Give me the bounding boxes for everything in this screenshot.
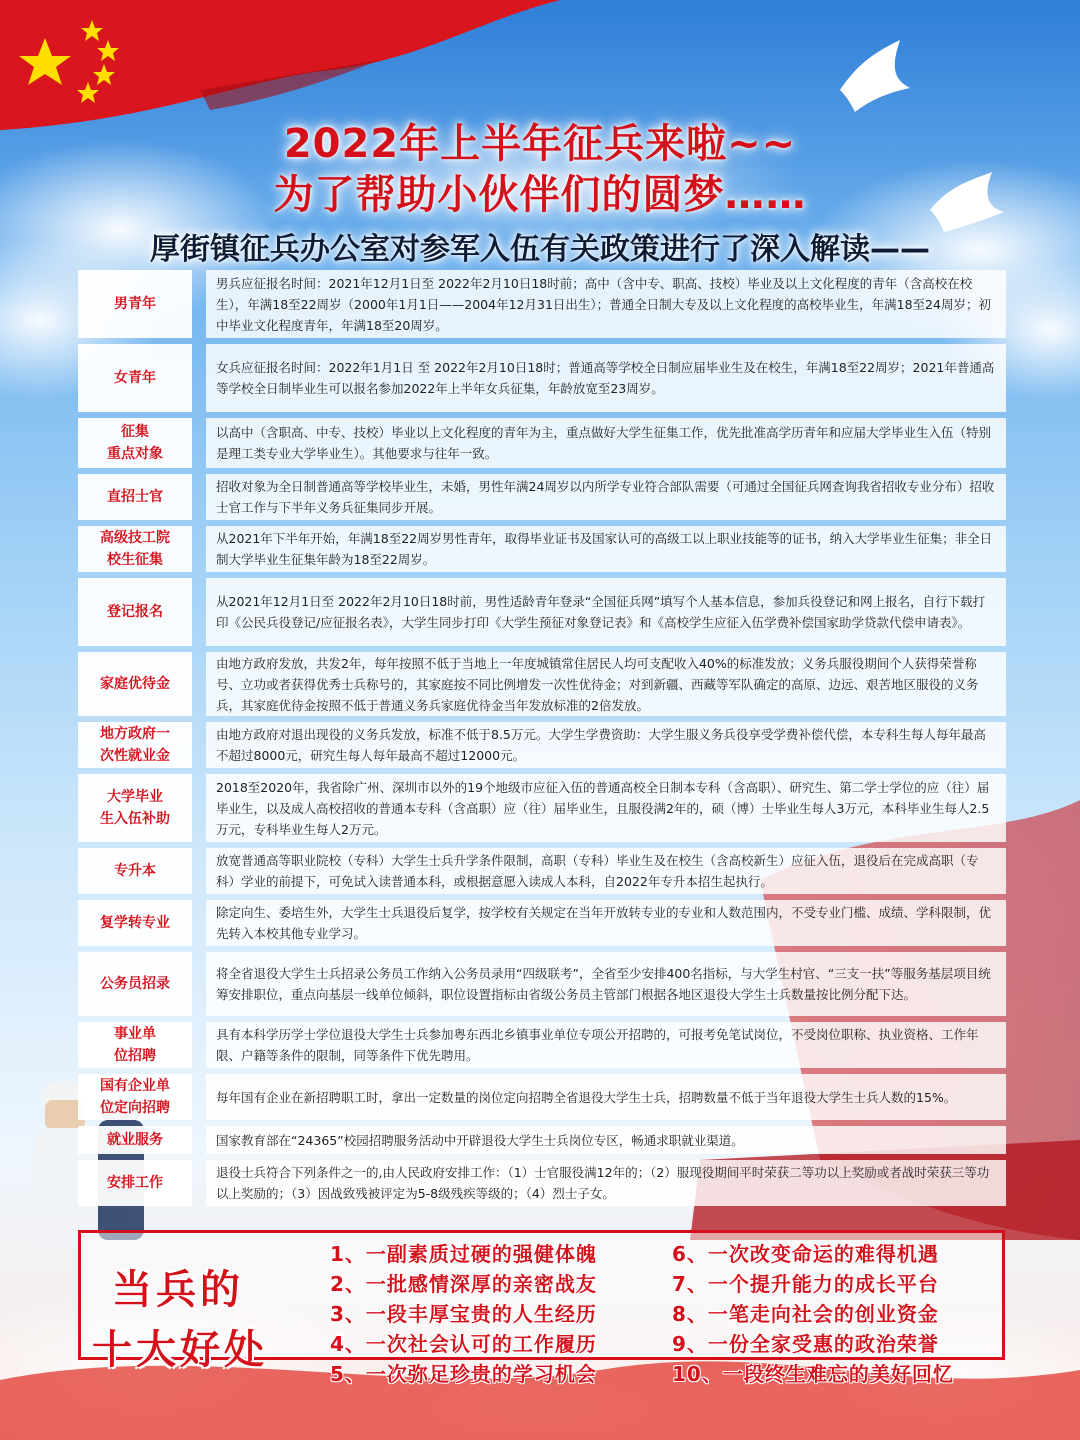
policy-text: 由地方政府对退出现役的义务兵发放，标准不低于8.5万元。大学生学费资助：大学生服义务兵役享受学费补偿代偿，本专科生每人每年最高不超过8000元，研究生每人每年最高不超过12000元。 — [206, 722, 1006, 768]
policy-row — [78, 722, 1006, 768]
subtitle: 厚街镇征兵办公室对参军入伍有关政策进行了深入解读—— — [150, 232, 930, 267]
policy-text: 从2021年下半年开始，年满18至22周岁男性青年，取得毕业证书及国家认可的高级工以上职业技能等的证书，纳入大学毕业生征集；非全日制大学毕业生征集年龄为18至22周岁。 — [206, 526, 1006, 572]
benefits-title-line-1: 当兵的 — [112, 1267, 244, 1313]
benefit-item: 7、一个提升能力的成长平台 — [672, 1272, 939, 1296]
policy-label: 女青年 — [78, 344, 192, 412]
benefit-item: 8、一笔走向社会的创业资金 — [672, 1302, 939, 1326]
policy-row — [78, 526, 1006, 572]
headline-line-1: 2022年上半年征兵来啦~~ — [283, 121, 797, 167]
policy-row — [78, 1074, 1006, 1120]
policy-text: 每年国有企业在新招聘职工时，拿出一定数量的岗位定向招聘全省退役大学生士兵，招聘数量不低于当年退役大学生士兵人数的15%。 — [206, 1074, 1006, 1120]
benefit-item: 5、一次弥足珍贵的学习机会 — [330, 1362, 597, 1386]
policy-row — [78, 578, 1006, 646]
policy-text: 放宽普通高等职业院校（专科）大学生士兵升学条件限制，高职（专科）毕业生及在校生（含高校新生）应征入伍，退役后在完成高职（专科）学业的前提下，可免试入读普通本科，或根据意愿入读成人本科，自2022年专升本招生起执行。 — [206, 848, 1006, 894]
benefit-item: 3、一段丰厚宝贵的人生经历 — [330, 1302, 597, 1326]
benefit-item: 9、一份全家受惠的政治荣誉 — [672, 1332, 939, 1356]
policy-label: 家庭优待金 — [78, 652, 192, 716]
policy-row — [78, 270, 1006, 338]
policy-label: 就业服务 — [78, 1126, 192, 1154]
policy-text: 将全省退役大学生士兵招录公务员工作纳入公务员录用“四级联考”，全省至少安排400名指标，与大学生村官、“三支一扶”等服务基层项目统筹安排职位，重点向基层一线单位倾斜，职位设置指标由省级公务员主管部门根据各地区退役大学生士兵数量按比例分配下达。 — [206, 952, 1006, 1016]
policy-text: 女兵应征报名时间：2022年1月1日 至 2022年2月10日18时；普通高等学校全日制应届毕业生及在校生，年满18至22周岁；2021年普通高等学校全日制毕业生可以报名参加2022年上半年女兵征集，年龄放宽至23周岁。 — [206, 344, 1006, 412]
policy-label: 国有企业单 位定向招聘 — [78, 1074, 192, 1120]
policy-text: 以高中（含职高、中专、技校）毕业以上文化程度的青年为主，重点做好大学生征集工作，优先批准高学历青年和应届大学毕业生入伍（特别是理工类专业大学毕业生）。其他要求与往年一致。 — [206, 418, 1006, 468]
headline-line-2: 为了帮助小伙伴们的圆梦…… — [273, 172, 807, 218]
policy-text: 国家教育部在“24365”校园招聘服务活动中开辟退役大学生士兵岗位专区，畅通求职就业渠道。 — [206, 1126, 1006, 1154]
policy-label: 安排工作 — [78, 1160, 192, 1206]
benefit-item: 10、一段终生难忘的美好回忆 — [672, 1362, 954, 1386]
policy-row — [78, 1126, 1006, 1154]
benefit-item: 6、一次改变命运的难得机遇 — [672, 1242, 939, 1266]
policy-row — [78, 474, 1006, 520]
policy-text: 具有本科学历学士学位退役大学生士兵参加粤东西北乡镇事业单位专项公开招聘的，可报考免笔试岗位，不受岗位职称、执业资格、工作年限、户籍等条件的限制，同等条件下优先聘用。 — [206, 1022, 1006, 1068]
policy-row — [78, 952, 1006, 1016]
benefit-item: 2、一批感情深厚的亲密战友 — [330, 1272, 597, 1296]
policy-label: 专升本 — [78, 848, 192, 894]
benefit-item: 1、一副素质过硬的强健体魄 — [330, 1242, 597, 1266]
benefit-item: 4、一次社会认可的工作履历 — [330, 1332, 597, 1356]
policy-row — [78, 900, 1006, 946]
policy-row — [78, 774, 1006, 842]
policy-label: 直招士官 — [78, 474, 192, 520]
policy-label: 高级技工院 校生征集 — [78, 526, 192, 572]
policy-text: 退役士兵符合下列条件之一的,由人民政府安排工作：（1）士官服役满12年的；（2）服现役期间平时荣获二等功以上奖励或者战时荣获三等功以上奖励的；（3）因战致残被评定为5-8级残疾等级的；（4）烈士子女。 — [206, 1160, 1006, 1206]
policy-label: 大学毕业 生入伍补助 — [78, 774, 192, 842]
policy-text: 除定向生、委培生外，大学生士兵退役后复学，按学校有关规定在当年开放转专业的专业和人数范围内，不受专业门槛、成绩、学科限制，优先转入本校其他专业学习。 — [206, 900, 1006, 946]
policy-label: 征集 重点对象 — [78, 418, 192, 468]
policy-label: 事业单 位招聘 — [78, 1022, 192, 1068]
policy-row — [78, 344, 1006, 412]
policy-row — [78, 848, 1006, 894]
policy-text: 从2021年12月1日至 2022年2月10日18时前，男性适龄青年登录“全国征兵网”填写个人基本信息，参加兵役登记和网上报名，自行下载打印《公民兵役登记/应征报名表》，大学生同步打印《大学生预征对象登记表》和《高校学生应征入伍学费补偿国家助学贷款代偿申请表》。 — [206, 578, 1006, 646]
policy-row — [78, 652, 1006, 716]
policy-label: 地方政府一 次性就业金 — [78, 722, 192, 768]
policy-label: 男青年 — [78, 270, 192, 338]
policy-label: 公务员招录 — [78, 952, 192, 1016]
policy-text: 由地方政府发放，共发2年，每年按照不低于当地上一年度城镇常住居民人均可支配收入40%的标准发放；义务兵服役期间个人获得荣誉称号、立功或者获得优秀士兵称号的，其家庭按不同比例增发一次性优待金；对到新疆、西藏等军队确定的高原、边远、艰苦地区服役的义务兵，其家庭优待金按照不低于普通义务兵家庭优待金当年发放标准的2倍发放。 — [206, 652, 1006, 716]
policy-text: 2018至2020年，我省除广州、深圳市以外的19个地级市应征入伍的普通高校全日制本专科（含高职）、研究生、第二学士学位的应（往）届毕业生，以及成人高校招收的普通本专科（含高职）应（往）届毕业生，且服役满2年的，硕（博）士毕业生每人3万元，本科毕业生每人2.5万元，专科毕业生每人2万元。 — [206, 774, 1006, 842]
benefits-title-line-2: 十大好处 — [92, 1327, 268, 1373]
policy-row — [78, 1022, 1006, 1068]
policy-text: 招收对象为全日制普通高等学校毕业生，未婚，男性年满24周岁以内所学专业符合部队需要（可通过全国征兵网查询我省招收专业分布）招收士官工作与下半年义务兵征集同步开展。 — [206, 474, 1006, 520]
policy-row — [78, 1160, 1006, 1206]
policy-text: 男兵应征报名时间：2021年12月1日至 2022年2月10日18时前；高中（含中专、职高、技校）毕业及以上文化程度的青年（含高校在校生），年满18至22周岁（2000年1月1日——2004年12月31日出生）；普通全日制大专及以上文化程度的高校毕业生，年满18至24周岁；初中毕业文化程度青年，年满18至20周岁。 — [206, 270, 1006, 338]
policy-row — [78, 418, 1006, 468]
policy-label: 登记报名 — [78, 578, 192, 646]
policy-label: 复学转专业 — [78, 900, 192, 946]
